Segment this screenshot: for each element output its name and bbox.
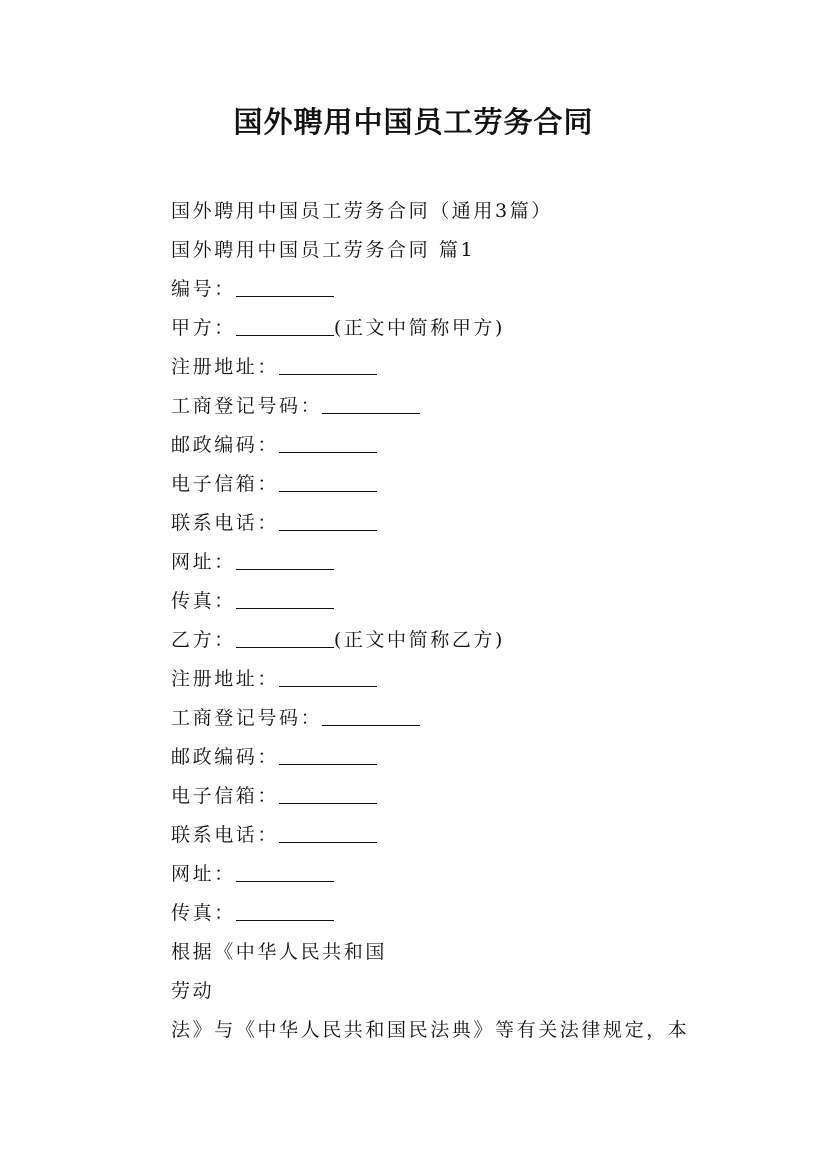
field-label: 注册地址： <box>171 668 280 690</box>
heading-part-1: 国外聘用中国员工劳务合同 篇1 <box>171 239 476 261</box>
blank-underline <box>279 469 377 492</box>
field-label: 传真： <box>171 902 236 924</box>
blank-underline <box>236 547 334 570</box>
paragraph-line: 根据《中华人民共和国 <box>171 941 388 963</box>
party-a-field <box>171 465 731 504</box>
blank-underline <box>279 664 377 687</box>
blank-underline <box>236 586 334 609</box>
party-a-field <box>171 582 731 621</box>
blank-underline <box>236 625 334 648</box>
blank-underline <box>279 742 377 765</box>
heading-general: 国外聘用中国员工劳务合同（通用3篇） <box>171 200 553 222</box>
field-label: 电子信箱： <box>171 785 280 807</box>
field-label: 传真： <box>171 590 236 612</box>
blank-underline <box>279 820 377 843</box>
blank-underline <box>279 352 377 375</box>
party-b-field <box>171 738 731 777</box>
blank-underline <box>236 859 334 882</box>
contract-number-line <box>171 270 731 309</box>
field-label: 工商登记号码： <box>171 707 323 729</box>
party-a-field <box>171 543 731 582</box>
party-a-field <box>171 426 731 465</box>
field-label: 邮政编码： <box>171 746 280 768</box>
party-a-label: 甲方： <box>171 317 236 339</box>
party-a-field <box>171 348 731 387</box>
party-a-field <box>171 504 731 543</box>
blank-underline <box>279 781 377 804</box>
party-b-field <box>171 816 731 855</box>
party-a-note: (正文中简称甲方) <box>333 317 506 339</box>
field-label: 编号： <box>171 278 236 300</box>
blank-underline <box>279 508 377 531</box>
party-b-field <box>171 855 731 894</box>
field-label: 工商登记号码： <box>171 395 323 417</box>
blank-underline <box>236 898 334 921</box>
paragraph-line: 法》与《中华人民共和国民法典》等有关法律规定，本 <box>171 1019 690 1041</box>
party-b-field <box>171 660 731 699</box>
paragraph-line: 劳动 <box>171 980 215 1002</box>
field-label: 网址： <box>171 551 236 573</box>
blank-underline <box>279 430 377 453</box>
party-b-note: (正文中简称乙方) <box>333 629 506 651</box>
field-label: 电子信箱： <box>171 473 280 495</box>
blank-underline <box>322 391 420 414</box>
party-a-field <box>171 387 731 426</box>
field-label: 邮政编码： <box>171 434 280 456</box>
document-title: 国外聘用中国员工劳务合同 <box>233 105 594 139</box>
field-label: 联系电话： <box>171 824 280 846</box>
blank-underline <box>236 313 334 336</box>
party-b-label: 乙方： <box>171 629 236 651</box>
blank-underline <box>322 703 420 726</box>
field-label: 网址： <box>171 863 236 885</box>
party-b-field <box>171 699 731 738</box>
party-a-line <box>171 309 731 348</box>
party-b-line <box>171 621 731 660</box>
document-body <box>171 192 731 1050</box>
party-b-field <box>171 894 731 933</box>
party-b-field <box>171 777 731 816</box>
blank-underline <box>236 274 334 297</box>
field-label: 注册地址： <box>171 356 280 378</box>
field-label: 联系电话： <box>171 512 280 534</box>
